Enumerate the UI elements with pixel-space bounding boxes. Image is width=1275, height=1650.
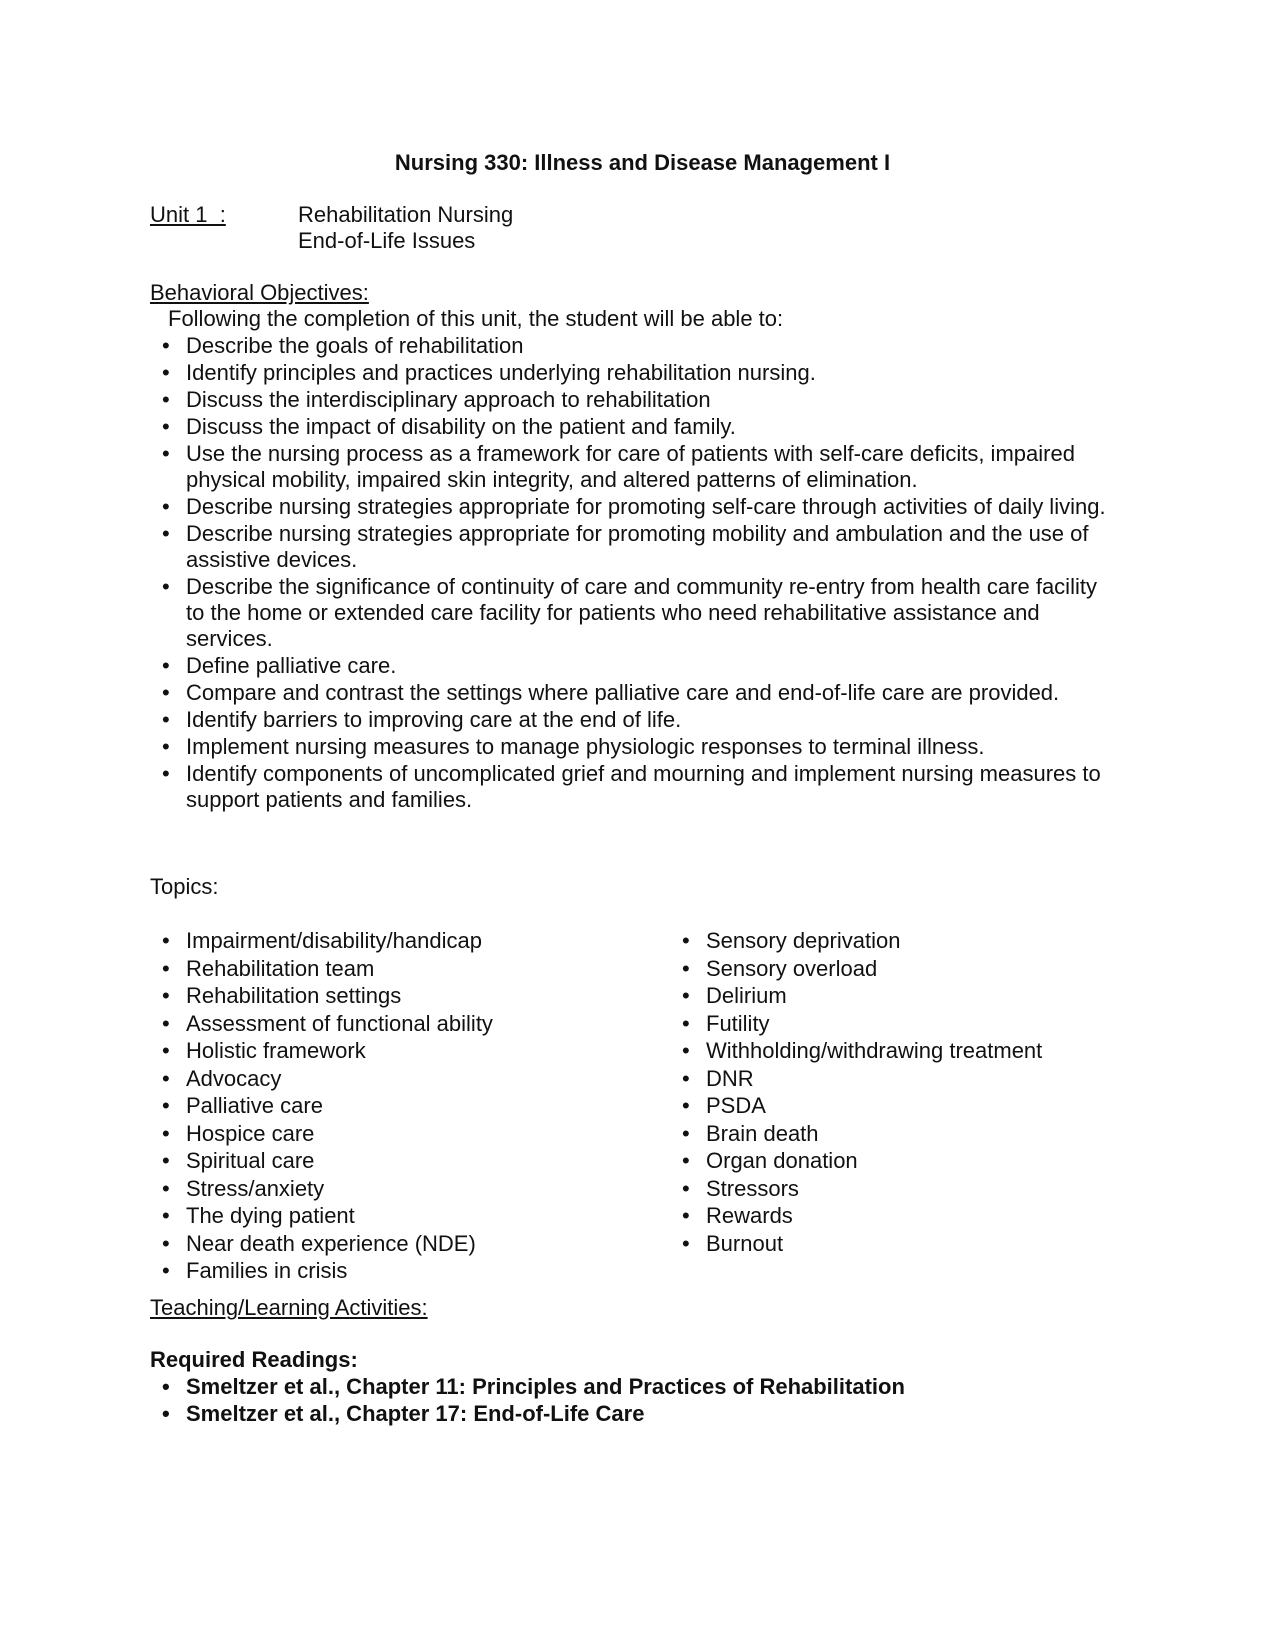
topic-item: • Families in crisis: [150, 1257, 650, 1285]
topic-item: • PSDA: [670, 1092, 1130, 1120]
activities-heading: Teaching/Learning Activities:: [150, 1295, 428, 1320]
objective-item: • Describe the significance of continuity of care and community re-entry from health care facility to the home or extended care facility for patients who need rehabilitative assistance and services.: [150, 574, 1110, 652]
topic-item: • Rehabilitation settings: [150, 982, 650, 1010]
readings-heading: Required Readings:: [150, 1347, 358, 1372]
objective-item: • Implement nursing measures to manage physiologic responses to terminal illness.: [150, 734, 1110, 760]
topic-item: • Delirium: [670, 982, 1130, 1010]
topic-item: • Sensory deprivation: [670, 927, 1130, 955]
topic-item: • Rewards: [670, 1202, 1130, 1230]
objective-item: • Discuss the interdisciplinary approach to rehabilitation: [150, 387, 1110, 413]
document-title: Nursing 330: Illness and Disease Management I: [394, 150, 891, 175]
objectives-list: [150, 333, 1110, 814]
objective-item: • Identify principles and practices underlying rehabilitation nursing.: [150, 360, 1110, 386]
unit-label: Unit 1 :: [150, 202, 226, 227]
objectives-heading: Behavioral Objectives:: [150, 280, 369, 305]
topic-item: • Futility: [670, 1010, 1130, 1038]
objective-item: • Describe the goals of rehabilitation: [150, 333, 1110, 359]
topic-item: • The dying patient: [150, 1202, 650, 1230]
topic-item: • Organ donation: [670, 1147, 1130, 1175]
topic-item: • Withholding/withdrawing treatment: [670, 1037, 1130, 1065]
topic-item: • Sensory overload: [670, 955, 1130, 983]
topic-item: • DNR: [670, 1065, 1130, 1093]
topics-list-right: [670, 927, 1130, 1257]
reading-item: • Smeltzer et al., Chapter 17: End-of-Life Care: [150, 1400, 1110, 1427]
topic-item: • Hospice care: [150, 1120, 650, 1148]
topic-item: • Assessment of functional ability: [150, 1010, 650, 1038]
topic-item: • Stress/anxiety: [150, 1175, 650, 1203]
objective-item: • Describe nursing strategies appropriate for promoting self-care through activities of daily living.: [150, 494, 1110, 520]
topics-list-left: [150, 927, 650, 1285]
readings-list: [150, 1373, 1110, 1427]
unit-topics: [298, 202, 898, 254]
objective-item: • Describe nursing strategies appropriate for promoting mobility and ambulation and the use of assistive devices.: [150, 521, 1110, 573]
topic-item: • Spiritual care: [150, 1147, 650, 1175]
topic-item: • Advocacy: [150, 1065, 650, 1093]
objectives-intro: Following the completion of this unit, the student will be able to:: [168, 306, 784, 331]
topics-heading: Topics:: [150, 874, 219, 899]
topic-item: • Rehabilitation team: [150, 955, 650, 983]
topic-item: • Brain death: [670, 1120, 1130, 1148]
unit-topic-line: End-of-Life Issues: [298, 228, 476, 253]
reading-item: • Smeltzer et al., Chapter 11: Principles and Practices of Rehabilitation: [150, 1373, 1110, 1400]
topic-item: • Burnout: [670, 1230, 1130, 1258]
objective-item: • Use the nursing process as a framework for care of patients with self-care deficits, impaired physical mobility, impaired skin integrity, and altered patterns of elimination.: [150, 441, 1110, 493]
objective-item: • Discuss the impact of disability on the patient and family.: [150, 414, 1110, 440]
topic-item: • Impairment/disability/handicap: [150, 927, 650, 955]
topic-item: • Holistic framework: [150, 1037, 650, 1065]
unit-topic-line: Rehabilitation Nursing: [298, 202, 514, 227]
topic-item: • Stressors: [670, 1175, 1130, 1203]
topic-item: • Near death experience (NDE): [150, 1230, 650, 1258]
objective-item: • Compare and contrast the settings where palliative care and end-of-life care are provided.: [150, 680, 1110, 706]
topic-item: • Palliative care: [150, 1092, 650, 1120]
objective-item: • Identify barriers to improving care at the end of life.: [150, 707, 1110, 733]
objective-item: • Define palliative care.: [150, 653, 1110, 679]
objective-item: • Identify components of uncomplicated grief and mourning and implement nursing measures to support patients and families.: [150, 761, 1110, 813]
